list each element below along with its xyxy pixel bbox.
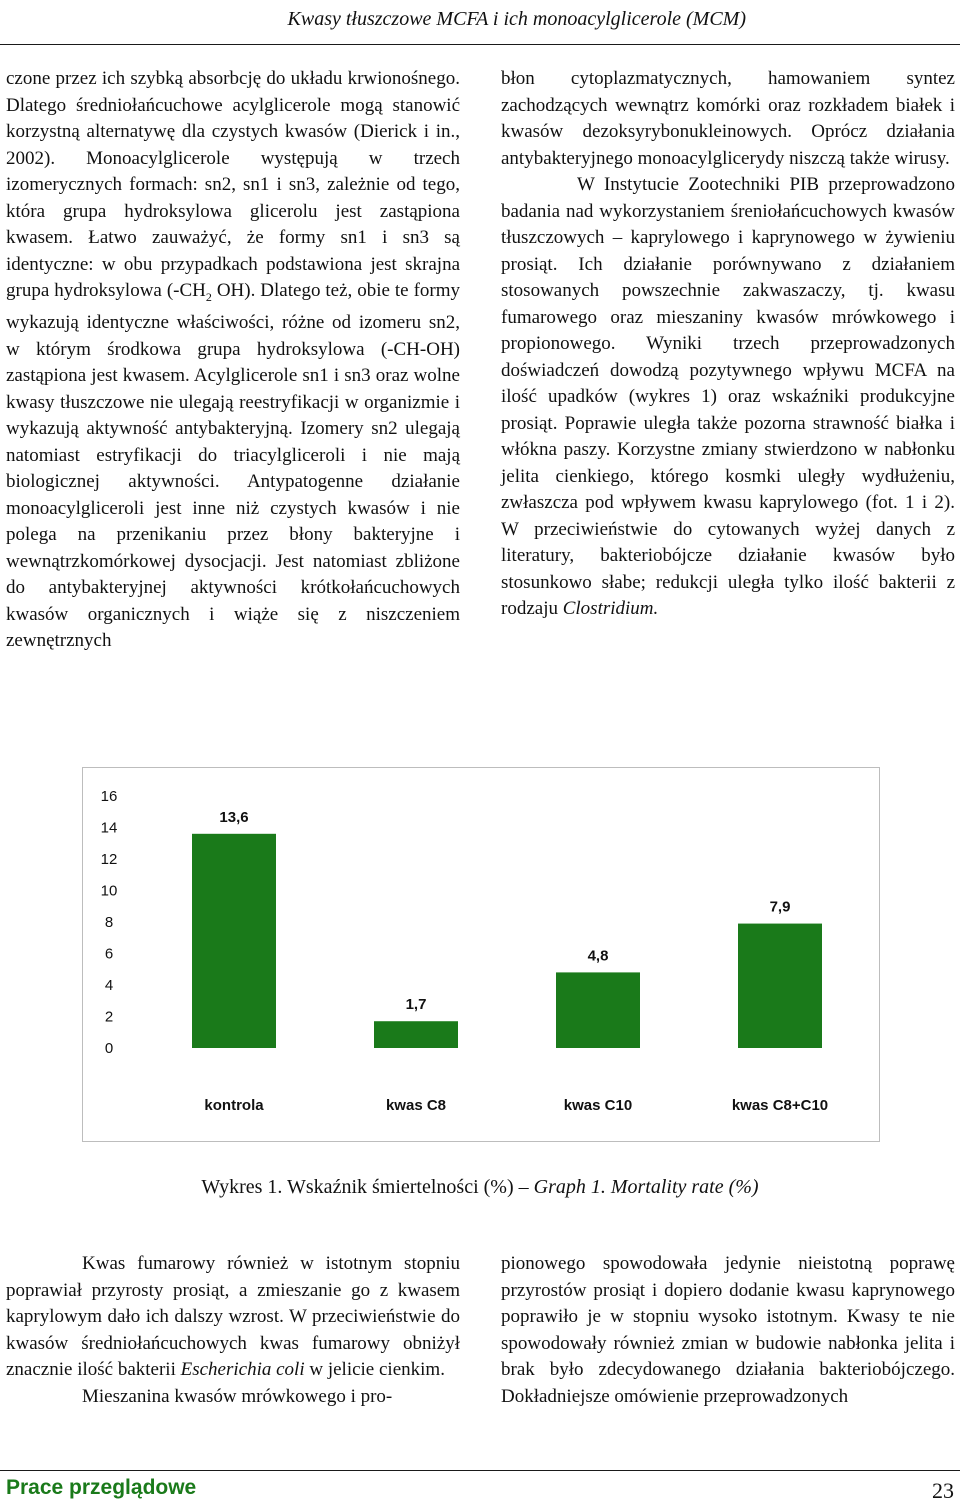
category-label: kwas C10 xyxy=(563,1097,633,1114)
bar-value-label: 13,6 xyxy=(219,808,249,826)
mortality-bar-chart xyxy=(82,767,880,1142)
figure-caption xyxy=(0,1176,960,1199)
category-label: kwas C8 xyxy=(385,1097,447,1114)
paragraph xyxy=(6,1251,460,1384)
footer-rule xyxy=(0,1470,960,1471)
text-column-left-bottom xyxy=(6,1251,460,1410)
paragraph: pionowego spowodowała jedynie nieistotną poprawę przyrostów prosiąt i dopiero dodanie kwasu kaprynowego poprawiło je w stopniu wysoko istotnym. Kwasy te nie spowodowały również zmian w budowie nabłonka jelita i brak było zdecydowanego działania bakteriobójczego. Dokładniejsze omówienie przeprowadzonych xyxy=(501,1253,955,1407)
y-tick-label: 16 xyxy=(100,788,118,805)
bar-value-label: 4,8 xyxy=(587,947,609,965)
species-name: Escherichia coli xyxy=(180,1359,305,1380)
paragraph-text: w jelicie cienkim. xyxy=(304,1359,445,1380)
text-column-left-top xyxy=(6,66,460,655)
paragraph-text: W Instytucie Zootechniki PIB przeprowadzono badania nad wykorzystaniem śreniołańcuchowych kwasów tłuszczowych – kaprylowego i kaprynowego w żywieniu prosiąt. Ich działanie porównywano z działaniem stosowanych powszechnie zakwaszaczy, tj. kwasu fumarowego oraz mieszaniny kwasów mrówkowego i propionowego. Wyniki trzech przeprowadzonych doświadczeń dowodzą pozytywnego wpływu MCFA na ilość upadków (wykres 1) oraz wskaźniki produkcyjne prosiąt. Poprawie uległa także pozorna strawność białka i włókna paszy. Korzystne zmiany stwierdzono w nabłonku jelita cienkiego, którego kosmki uległy wydłużeniu, zwłaszcza pod wpływem kwasu kaprylowego (fot. 1 i 2). W przeciwieństwie do cytowanych wyżej danych z literatury, bakteriobójcze działanie kwasów było stosunkowo słabe; redukcji uległa tylko ilość bakterii z rodzaju xyxy=(501,174,955,619)
paragraph: Mieszanina kwasów mrówkowego i pro- xyxy=(82,1385,393,1407)
caption-text: Wykres 1. Wskaźnik śmiertelności (%) – xyxy=(201,1176,534,1198)
y-tick-label: 12 xyxy=(100,851,118,868)
y-tick-label: 8 xyxy=(104,914,114,931)
paragraph xyxy=(501,172,955,623)
bar xyxy=(374,1021,458,1048)
y-tick-label: 4 xyxy=(104,977,114,994)
paragraph-text: OH). Dlatego też, obie te formy wykazują identyczne właściwości, różne od izomeru sn2, w którym środkowa grupa hydroksylowa (-CH-OH) zastąpiona jest kwasem. Acylglicerole sn1 i sn3 oraz wolne kwasy tłuszczowe nie ulegają reestryfikacji w organizmie i wykazują aktywność antybakteryjną. Izomery sn2 ulegają natomiast estryfikacji do triacylgliceroli i nie mają biologicznej aktywności. Antypatogenne działanie monoacylgliceroli jest inne niż czystych kwasów i nie polega na przenikaniu przez błony bakteryjne i wewnątrzkomórkowej dysocjacji. Jest natomiast zbliżone do antybakteryjnej aktywności krótkołańcuchowych kwasów organicznych i wiąże się z niszczeniem zewnętrznych xyxy=(6,280,460,652)
bar xyxy=(556,972,640,1048)
y-tick-label: 0 xyxy=(104,1040,114,1057)
paragraph-text: Kwas fumarowy również w istotnym stopniu poprawiał przyrosty prosiąt, a zmieszanie go z kwasem kaprylowym dało ich dalszy wzrost. W przeciwieństwie do kwasów średniołańcuchowych kwas fumarowy obniżył znacznie ilość bakterii xyxy=(6,1253,460,1380)
y-tick-label: 6 xyxy=(104,945,114,963)
caption-english: Graph 1. Mortality rate (%) xyxy=(533,1176,759,1198)
chart-canvas xyxy=(83,768,879,1141)
text-column-right-bottom xyxy=(501,1251,955,1410)
footer-section-label: Prace przeglądowe xyxy=(6,1476,197,1499)
category-label: kwas C8+C10 xyxy=(731,1097,829,1114)
text-column-right-top xyxy=(501,66,955,623)
paragraph-text: czone przez ich szybką absorbcję do układu krwionośnego. Dlatego średniołańcuchowe acylglicerole mogą stanowić korzystną alternatywę dla czystych kwasów (Dierick i in., 2002). Monoacylglicerole występują w trzech izomerycznych formach: sn2, sn1 i sn3, zależnie od tego, która grupa hydroksylowa glicerolu jest zastąpiona kwasem. Łatwo zauważyć, że formy sn1 i sn3 są identyczne: w obu przypadkach podstawiona jest skrajna grupa hydroksylowa (-CH xyxy=(6,68,460,301)
y-tick-label: 2 xyxy=(104,1008,114,1026)
y-tick-label: 10 xyxy=(100,882,118,900)
running-header xyxy=(0,0,960,45)
paragraph xyxy=(6,66,460,655)
bar-value-label: 1,7 xyxy=(405,996,427,1014)
y-tick-label: 14 xyxy=(100,819,118,837)
paragraph: błon cytoplazmatycznych, hamowaniem syntez zachodzących wewnątrz komórki oraz rozkładem białek i kwasów dezoksyrybonukleinowych. Oprócz działania antybakteryjnego monoacylglicerydy niszczą także wirusy. xyxy=(501,68,955,169)
category-label: kontrola xyxy=(204,1097,264,1114)
page-number: 23 xyxy=(932,1478,954,1503)
species-name: Clostridium. xyxy=(562,598,659,619)
bar xyxy=(192,834,276,1048)
bar-value-label: 7,9 xyxy=(769,898,791,916)
running-header-title: Kwasy tłuszczowe MCFA i ich monoacylglicerole (MCM) xyxy=(287,8,746,30)
subscript: 2 xyxy=(205,289,212,304)
bar xyxy=(738,924,822,1048)
